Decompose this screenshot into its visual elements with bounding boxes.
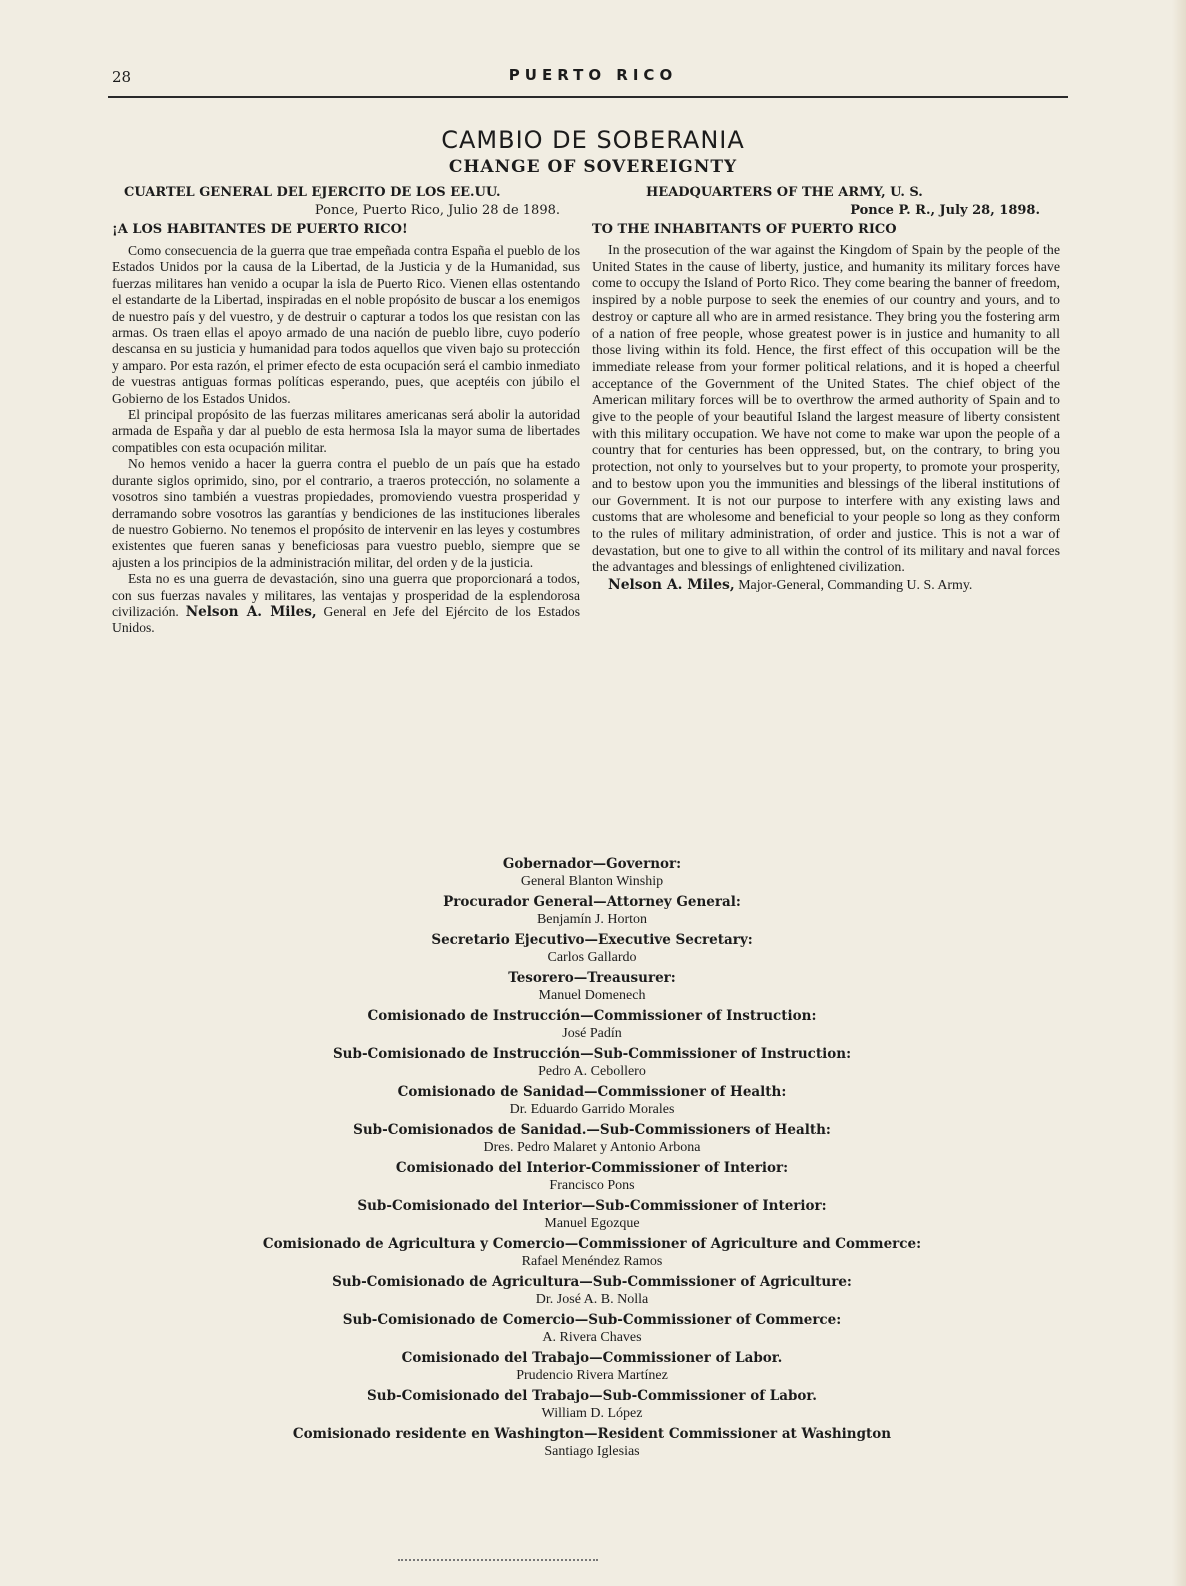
official-entry [112, 1008, 1072, 1042]
office-title: Sub-Comisionado del Interior—Sub-Commissioner of Interior: [357, 1198, 827, 1214]
spanish-place-date: Ponce, Puerto Rico, Julio 28 de 1898. [314, 203, 560, 218]
officials-list [112, 856, 1072, 1464]
office-holder: Dr. Eduardo Garrido Morales [509, 1102, 675, 1117]
official-entry [112, 1312, 1072, 1346]
official-entry [112, 856, 1072, 890]
spanish-paragraph: El principal propósito de las fuerzas militares americanas será abolir la autoridad armada de España y dar al pueblo de esta hermosa Isla la mayor suma de libertades compatibles con esta ocupación militar. [112, 407, 580, 455]
english-signature [592, 577, 1060, 595]
official-entry [112, 1426, 1072, 1460]
english-proclamation [592, 184, 1060, 595]
english-signature-name: Nelson A. Miles, [608, 577, 735, 594]
office-holder: Manuel Domenech [538, 988, 646, 1003]
spanish-proclamation [112, 184, 580, 637]
office-holder: José Padín [562, 1026, 622, 1041]
office-holder: Manuel Egozque [544, 1216, 640, 1231]
office-title: Gobernador—Governor: [502, 856, 682, 872]
office-holder: Dr. José A. B. Nolla [535, 1292, 649, 1307]
official-entry [112, 932, 1072, 966]
official-entry [112, 894, 1072, 928]
official-entry [112, 1160, 1072, 1194]
office-holder: William D. López [541, 1406, 643, 1421]
spanish-signature-name: Nelson A. Miles, [185, 603, 317, 620]
official-entry [112, 1198, 1072, 1232]
office-title: Comisionado residente en Washington—Resident Commissioner at Washington [292, 1426, 892, 1442]
article-title: CAMBIO DE SOBERANIA [441, 126, 745, 154]
office-title: Comisionado de Sanidad—Commissioner of Health: [397, 1084, 787, 1100]
office-holder: Carlos Gallardo [547, 950, 637, 965]
page-edge-shadow [1172, 0, 1186, 1586]
spanish-signature-title: General en Jefe del Ejército de los Estados Unidos. [112, 603, 580, 636]
official-entry [112, 1236, 1072, 1270]
official-entry [112, 1388, 1072, 1422]
spanish-paragraph: No hemos venido a hacer la guerra contra el pueblo de un país que ha estado durante siglos oprimido, sino, por el contrario, a traeros protección, no solamente a vosotros sino también a vuestras propiedades, promoviendo vuestra prosperidad y derramando sobre vosotros las garantías y bendiciones de las instituciones liberales de nuestro Gobierno. No tenemos el propósito de intervenir en las leyes y costumbres existentes que fueren sanas y beneficiosas para vuestro pueblo, siempre que se ajusten a los principios de la administración militar, del orden y de la justicia. [112, 456, 580, 570]
office-title: Sub-Comisionado de Agricultura—Sub-Commissioner of Agriculture: [332, 1274, 852, 1290]
footer-dashes [398, 1559, 598, 1563]
official-entry [112, 1274, 1072, 1308]
office-holder: Santiago Iglesias [544, 1444, 640, 1459]
official-entry [112, 1084, 1072, 1118]
header-rule [108, 96, 1068, 98]
running-title: PUERTO RICO [508, 66, 678, 84]
spanish-paragraph: Como consecuencia de la guerra que trae empeñada contra España el pueblo de los Estados Unidos por la causa de la Libertad, de la Justicia y de la Humanidad, sus fuerzas militares han venido a ocupar la isla de Puerto Rico. Vienen ellas ostentando el estandarte de la Libertad, inspiradas en el noble propósito de buscar a los enemigos de nuestro país y del vuestro, y de destruir o capturar a todos los que resistan con las armas. Os traen ellas el apoyo armado de una nación de pueblo libre, cuyo poderío descansa en su justicia y humanidad para todos aquellos que viven bajo su protección y amparo. Por esta razón, el primer efecto de esta ocupación será el cambio inmediato de vuestras antiguas formas políticas esperando, pues, que aceptéis con júbilo el Gobierno de los Estados Unidos. [112, 243, 580, 406]
office-holder: Benjamín J. Horton [536, 912, 648, 927]
office-holder: A. Rivera Chaves [542, 1330, 642, 1345]
office-title: Comisionado del Interior-Commissioner of Interior: [395, 1160, 789, 1176]
official-entry [112, 1122, 1072, 1156]
office-title: Sub-Comisionado de Instrucción—Sub-Commissioner of Instruction: [332, 1046, 852, 1062]
office-holder: Dres. Pedro Malaret y Antonio Arbona [483, 1140, 701, 1155]
spanish-headquarters: CUARTEL GENERAL DEL EJERCITO DE LOS EE.UU. [124, 185, 501, 200]
english-place-date: Ponce P. R., July 28, 1898. [850, 203, 1040, 218]
office-title: Sub-Comisionados de Sanidad.—Sub-Commissioners of Health: [353, 1122, 831, 1138]
office-holder: General Blanton Winship [520, 874, 664, 889]
office-holder: Pedro A. Cebollero [538, 1064, 646, 1079]
office-title: Secretario Ejecutivo—Executive Secretary: [431, 932, 753, 948]
spanish-addressee: ¡A LOS HABITANTES DE PUERTO RICO! [112, 222, 408, 237]
office-holder: Francisco Pons [549, 1178, 635, 1193]
spanish-closing-paragraph [112, 571, 580, 637]
office-title: Tesorero—Treausurer: [508, 970, 676, 986]
office-title: Sub-Comisionado de Comercio—Sub-Commissioner of Commerce: [342, 1312, 842, 1328]
office-title: Comisionado de Instrucción—Commissioner of Instruction: [367, 1008, 817, 1024]
spanish-paragraph-text: Esta no es una guerra de devastación, sino una guerra que proporcionará a todos, con sus fuerzas navales y militares, las ventajas y prosperidad de la esplendorosa civilización. [112, 571, 580, 619]
english-signature-title: Major-General, Commanding U. S. Army. [738, 578, 973, 594]
official-entry [112, 1046, 1072, 1080]
official-entry [112, 970, 1072, 1004]
office-title: Procurador General—Attorney General: [443, 894, 741, 910]
office-title: Comisionado de Agricultura y Comercio—Commissioner of Agriculture and Commerce: [262, 1236, 922, 1252]
office-holder: Prudencio Rivera Martínez [516, 1368, 668, 1383]
office-title: Comisionado del Trabajo—Commissioner of Labor. [401, 1350, 783, 1366]
english-headquarters: HEADQUARTERS OF THE ARMY, U. S. [646, 185, 923, 200]
page-number: 28 [112, 68, 132, 86]
official-entry [112, 1350, 1072, 1384]
english-paragraph: In the prosecution of the war against the Kingdom of Spain by the people of the United States in the cause of liberty, justice, and humanity its military forces have come to occupy the Island of Porto Rico. They come bearing the banner of freedom, inspired by a noble purpose to seek the enemies of our country and yours, and to destroy or capture all who are in armed resistance. They bring you the fostering arm of a nation of free people, whose greatest power is in justice and humanity to all those living within its fold. Hence, the first effect of this occupation will be the immediate release from your former political relations, and it is hoped a cheerful acceptance of the Government of the United States. The chief object of the American military forces will be to overthrow the armed authority of Spain and to give to the people of your beautiful Island the largest measure of liberty consistent with this military occupation. We have not come to make war upon the people of a country that for centuries has been oppressed, but, on the contrary, to bring you protection, not only to yourselves but to your property, to promote your prosperity, and to bestow upon you the immunities and blessings of the liberal institutions of our Government. It is not our purpose to interfere with any existing laws and customs that are wholesome and beneficial to your people so long as they conform to the rules of military administration, of order and justice. This is not a war of devastation, but one to give to all within the control of its military and naval forces the advantages and blessings of enlightened civilization. [592, 243, 1061, 576]
article-subtitle: CHANGE OF SOVEREIGNTY [448, 157, 738, 177]
office-holder: Rafael Menéndez Ramos [521, 1254, 663, 1269]
english-addressee: TO THE INHABITANTS OF PUERTO RICO [592, 222, 897, 237]
office-title: Sub-Comisionado del Trabajo—Sub-Commissioner of Labor. [367, 1388, 817, 1404]
